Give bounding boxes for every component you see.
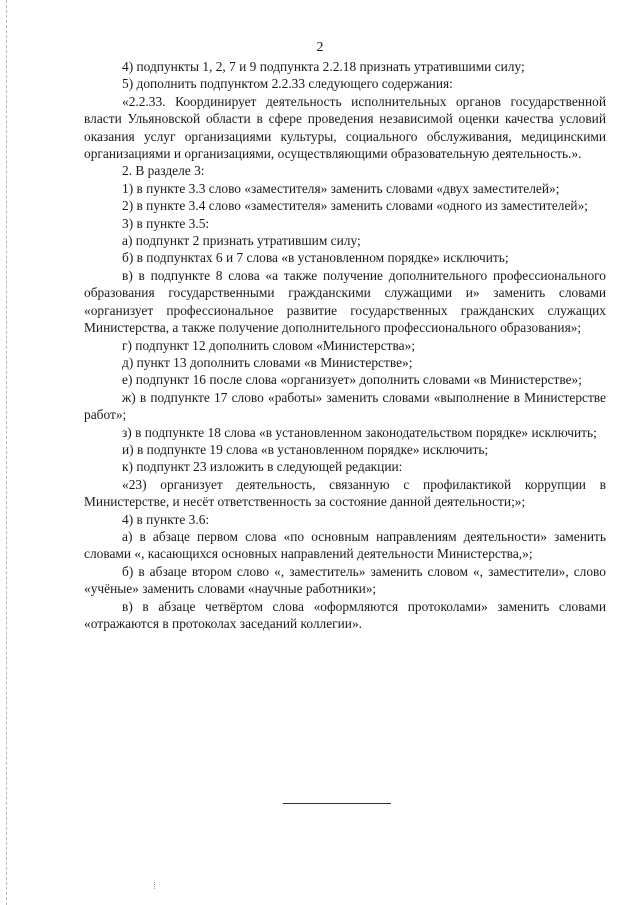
paragraph: а) в абзаце первом слова «по основным направлениям деятельности» заменить словами «, касающихся основных направлений деятельности Министерства,»; [84,528,606,562]
paragraph: к) подпункт 23 изложить в следующей редакции: [122,459,403,475]
paragraph: «23) организует деятельность, связанную с профилактикой коррупции в Министерстве, и несёт ответственность за состояние данной деятельности;»; [84,476,606,510]
paragraph: з) в подпункте 18 слова «в установленном законодательством порядке» исключить; [122,424,597,440]
paragraph: 4) в пункте 3.6: [122,511,210,527]
paragraph: ж) в подпункте 17 слово «работы» заменить словами «выполнение в Министерстве работ»; [84,389,606,423]
paragraph: 2) в пункте 3.4 слово «заместителя» заменить словами «одного из заместителей»; [122,198,588,214]
paragraph: 4) подпункты 1, 2, 7 и 9 подпункта 2.2.18 признать утратившими силу; [122,59,525,74]
paragraph: «2.2.33. Координирует деятельность исполнительных органов государственной власти Ульяновской области в сфере проведения независимой оценки качества условий оказания услуг организациями культуры, социального обслуживания, медицинскими организациями и организациями, осуществляющими образовательную деятельность.». [84,93,606,162]
closing-rule [283,803,391,804]
paragraph: в) в подпункте 8 слова «а также получение дополнительного профессионального образования государственными гражданскими служащими и» заменить словами «организует профессиональное развитие государственных гражданских служащих Министерства, а также получение дополнительного профессионального образования»; [84,267,606,336]
paragraph: а) подпункт 2 признать утратившим силу; [122,233,361,249]
page-number: 2 [316,40,324,55]
paragraph: в) в абзаце четвёртом слова «оформляются протоколами» заменить словами «отражаются в протоколах заседаний коллегии». [84,598,606,631]
paragraph: г) подпункт 12 дополнить словом «Министерства»; [122,337,416,353]
paragraph: д) пункт 13 дополнить словами «в Министерстве»; [122,354,413,370]
paragraph: 5) дополнить подпунктом 2.2.33 следующего содержания: [122,76,453,92]
paragraph: б) в подпунктах 6 и 7 слова «в установленном порядке» исключить; [122,250,509,266]
paragraph: е) подпункт 16 после слова «организует» дополнить словами «в Министерстве»; [122,372,582,388]
paragraph: и) в подпункте 19 слова «в установленном порядке» исключить; [122,441,489,457]
paragraph: 3) в пункте 3.5: [122,215,210,231]
paragraph: б) в абзаце втором слово «, заместитель» заменить словом «, заместители», слово «учёные» заменить словами «научные работники»; [84,563,606,597]
scan-mark [154,882,158,889]
paragraph: 1) в пункте 3.3 слово «заместителя» заменить словами «двух заместителей»; [122,180,560,196]
document-body [84,58,606,632]
paragraph: 2. В разделе 3: [122,163,205,179]
scan-edge-line [6,0,8,905]
